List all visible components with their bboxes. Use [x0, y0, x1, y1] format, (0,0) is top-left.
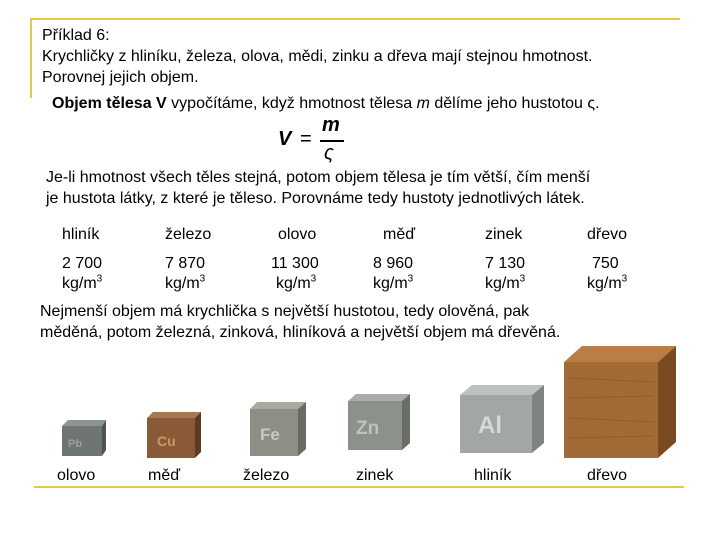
volume-term: Objem tělesa V	[52, 95, 167, 112]
density-value: 11 300	[271, 255, 319, 272]
aluminium-cube-image	[458, 383, 544, 455]
density-name: zinek	[485, 226, 523, 243]
lead-cube-image	[58, 418, 106, 458]
density-value: 7 870	[165, 255, 206, 272]
paragraph-line: je hustota látky, z které je těleso. Porovnáme tedy hustoty jednotlivých látek.	[46, 190, 585, 207]
density-name: dřevo	[587, 226, 628, 243]
cube-side	[658, 346, 676, 458]
cube-top	[460, 385, 544, 395]
cube-face	[564, 362, 658, 458]
conclusion-paragraph	[40, 302, 560, 344]
cube-label: zinek	[356, 467, 394, 484]
top-rule	[30, 18, 680, 20]
density-name: měď	[383, 226, 416, 243]
paragraph-line: měděná, potom železná, zinková, hliníková a největší objem má dřevěná.	[40, 324, 561, 341]
paragraph-line: Nejmenší objem má krychlička s největší hustotou, tedy olověná, pak	[40, 303, 530, 320]
explanation-text: vypočítáme, když hmotnost tělesa	[166, 95, 417, 112]
density-unit: $kg/m^3$	[373, 273, 414, 292]
cube-side	[102, 420, 106, 456]
zinc-cube-image	[346, 392, 410, 452]
density-name: hliník	[62, 226, 100, 243]
intro-line: Porovnej jejich objem.	[42, 69, 199, 86]
density-unit: $kg/m^3$	[165, 273, 206, 292]
formula-denominator: ς	[324, 142, 334, 164]
intro-line: Krychličky z hliníku, železa, olova, mědi, zinku a dřeva mají stejnou hmotnost.	[42, 48, 593, 65]
density-value: 2 700	[62, 255, 103, 272]
cube-top	[250, 402, 306, 409]
mass-symbol: m	[416, 95, 430, 112]
density-value: 8 960	[373, 255, 414, 272]
bottom-rule	[34, 486, 684, 488]
cube-side	[532, 385, 544, 453]
cube-symbol: Cu	[157, 433, 176, 449]
density-unit: $kg/m^3$	[276, 273, 317, 292]
explanation-text: dělíme jeho hustotou ς.	[429, 95, 600, 112]
iron-cube-image	[246, 400, 306, 458]
density-name: olovo	[278, 226, 317, 243]
paragraph-line: Je-li hmotnost všech těles stejná, potom objem tělesa je tím větší, čím menší	[46, 169, 591, 186]
density-unit: $kg/m^3$	[485, 273, 526, 292]
cube-symbol: Al	[478, 412, 502, 439]
density-value: 750	[592, 255, 619, 272]
left-rule	[30, 18, 32, 98]
density-unit: $kg/m^3$	[62, 273, 103, 292]
cube-label: měď	[148, 467, 181, 484]
cube-symbol: Fe	[260, 425, 280, 444]
cube-label: hliník	[474, 467, 512, 484]
intro	[42, 26, 592, 89]
cube-label: olovo	[57, 467, 96, 484]
cube-label: dřevo	[587, 467, 628, 484]
cube-top	[348, 394, 410, 401]
cube-symbol: Zn	[356, 418, 380, 439]
density-name: železo	[165, 226, 212, 243]
cube-top	[147, 412, 201, 418]
copper-cube-image	[143, 410, 201, 460]
cube-side	[195, 412, 201, 458]
formula-explanation	[52, 94, 600, 114]
formula-equals: =	[300, 128, 312, 150]
density-value: 7 130	[485, 255, 526, 272]
cube-side	[402, 394, 410, 450]
density-paragraph	[46, 168, 590, 210]
formula-lhs: V	[278, 128, 292, 150]
volume-formula	[276, 114, 366, 164]
cube-symbol: Pb	[68, 438, 83, 450]
cube-top	[564, 346, 676, 362]
formula-numerator: m	[322, 114, 340, 136]
cube-top	[62, 420, 106, 426]
example-heading: Příklad 6:	[42, 27, 110, 44]
density-unit: $kg/m^3$	[587, 273, 628, 292]
wood-cube-image	[562, 344, 678, 460]
cube-label: železo	[243, 467, 290, 484]
cube-side	[298, 402, 306, 456]
